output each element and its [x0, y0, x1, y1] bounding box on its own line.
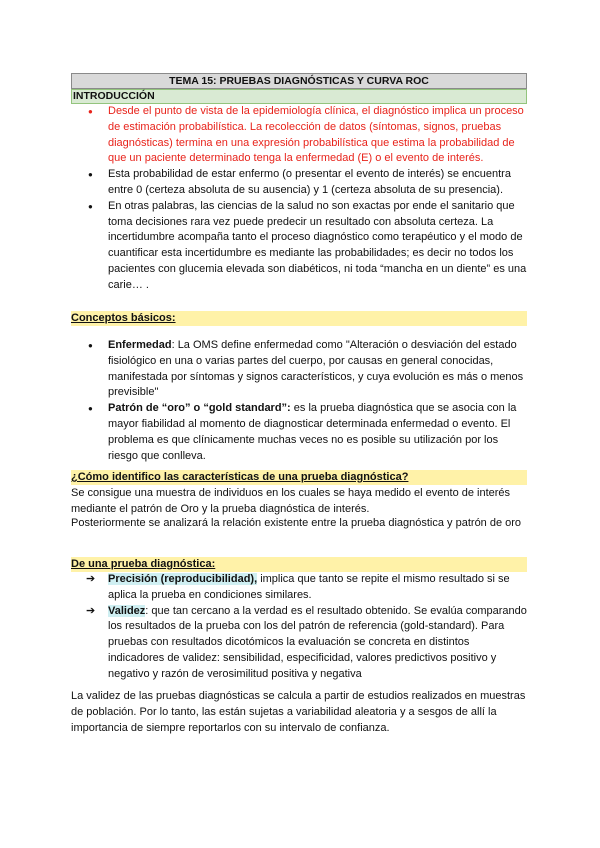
intro-bullet: ● Esta probabilidad de estar enfermo (o presentar el evento de interés) se encuentra entre 0 (certeza absoluta de su ausencia) y 1 (certeza absoluta de su presencia).	[71, 167, 527, 199]
intro-bullet: ● En otras palabras, las ciencias de la salud no son exactas por ende el sanitario que toma decisiones rara vez puede predecir un resultado con absoluta certeza. La incertidumbre acompaña tanto el proceso diagnóstico como terapéutico y el modo de cuantificar esta incertidumbre es mediante las probabilidades; es decir no todos los pacientes con glucemia elevada son diabéticos, ni toda “mancha en un diente” es una carie… .	[71, 199, 527, 294]
identifico-heading: ¿Cómo identifico las características de una prueba diagnóstica?	[71, 470, 527, 485]
prueba-item-validez	[71, 604, 527, 683]
concept-text: : La OMS define enfermedad como "Alteración o desviación del estado fisiológico en una o varias partes del cuerpo, por causas en general conocidas, manifestada por síntomas y signos característicos, y cuya evolución es más o menos previsible"	[108, 339, 524, 399]
closing-paragraph: La validez de las pruebas diagnósticas se calcula a partir de estudios realizados en muestras de población. Por lo tanto, las están sujetas a variabilidad aleatoria y a sesgos de allí la importancia de siempre reportarlos con su intervalo de confianza.	[71, 690, 526, 734]
conceptos-list	[71, 338, 527, 464]
prueba-term: Validez	[108, 604, 146, 617]
concept-item-gold-standard	[71, 401, 527, 464]
identifico-paragraph-1: Se consigue una muestra de individuos en los cuales se haya medido el evento de interés mediante el patrón de Oro y la prueba diagnóstica de interés.	[71, 487, 511, 515]
concept-item-enfermedad	[71, 338, 527, 401]
concept-term: Enfermedad	[108, 339, 172, 351]
concept-term: Patrón de “oro” o “gold standard”:	[108, 402, 291, 415]
concept-text: es la prueba diagnóstica que se asocia con la mayor fiabilidad al momento de diagnosticar determinada enfermedad o evento. El problema es que clínicamente muchas veces no es posible su utilización por los riesgo que conlleva.	[108, 402, 517, 462]
prueba-text: : que tan cercano a la verdad es el resultado obtenido. Se evalúa comparando los resultados de la prueba con los del patrón de referencia (gold-standard). Para pruebas con resultados dicotómicos la evaluación se concreta en distintos indicadores de validez: sensibilidad, especificidad, valores predictivos positivo y negativo y razón de verosimilitud positiva y negativa	[108, 604, 527, 680]
prueba-list	[71, 572, 527, 683]
arrow-right-icon: ➔	[86, 573, 96, 585]
prueba-heading: De una prueba diagnóstica:	[71, 557, 527, 572]
prueba-item-precision	[71, 572, 527, 604]
prueba-term: Precisión (reproducibilidad),	[108, 573, 258, 585]
conceptos-heading: Conceptos básicos:	[71, 311, 527, 326]
identifico-paragraph-2: Posteriormente se analizará la relación existente entre la prueba diagnóstica y patrón de oro	[71, 517, 522, 529]
document-title: TEMA 15: PRUEBAS DIAGNÓSTICAS Y CURVA ROC	[71, 73, 527, 89]
arrow-right-icon: ➔	[86, 604, 96, 617]
intro-bullet: ● Desde el punto de vista de la epidemiología clínica, el diagnóstico implica un proceso de estimación probabilística. La recolección de datos (síntomas, signos, pruebas diagnósticas) termina en una expresión probabilística que estima la probabilidad de que un paciente determinado tenga la enfermedad (E) o el evento de interés.	[71, 104, 527, 167]
intro-bullet-list	[71, 104, 527, 294]
intro-heading: INTRODUCCIÓN	[71, 89, 527, 104]
prueba-text: implica que tanto se repite el mismo resultado si se aplica la prueba en condiciones similares.	[108, 573, 510, 601]
